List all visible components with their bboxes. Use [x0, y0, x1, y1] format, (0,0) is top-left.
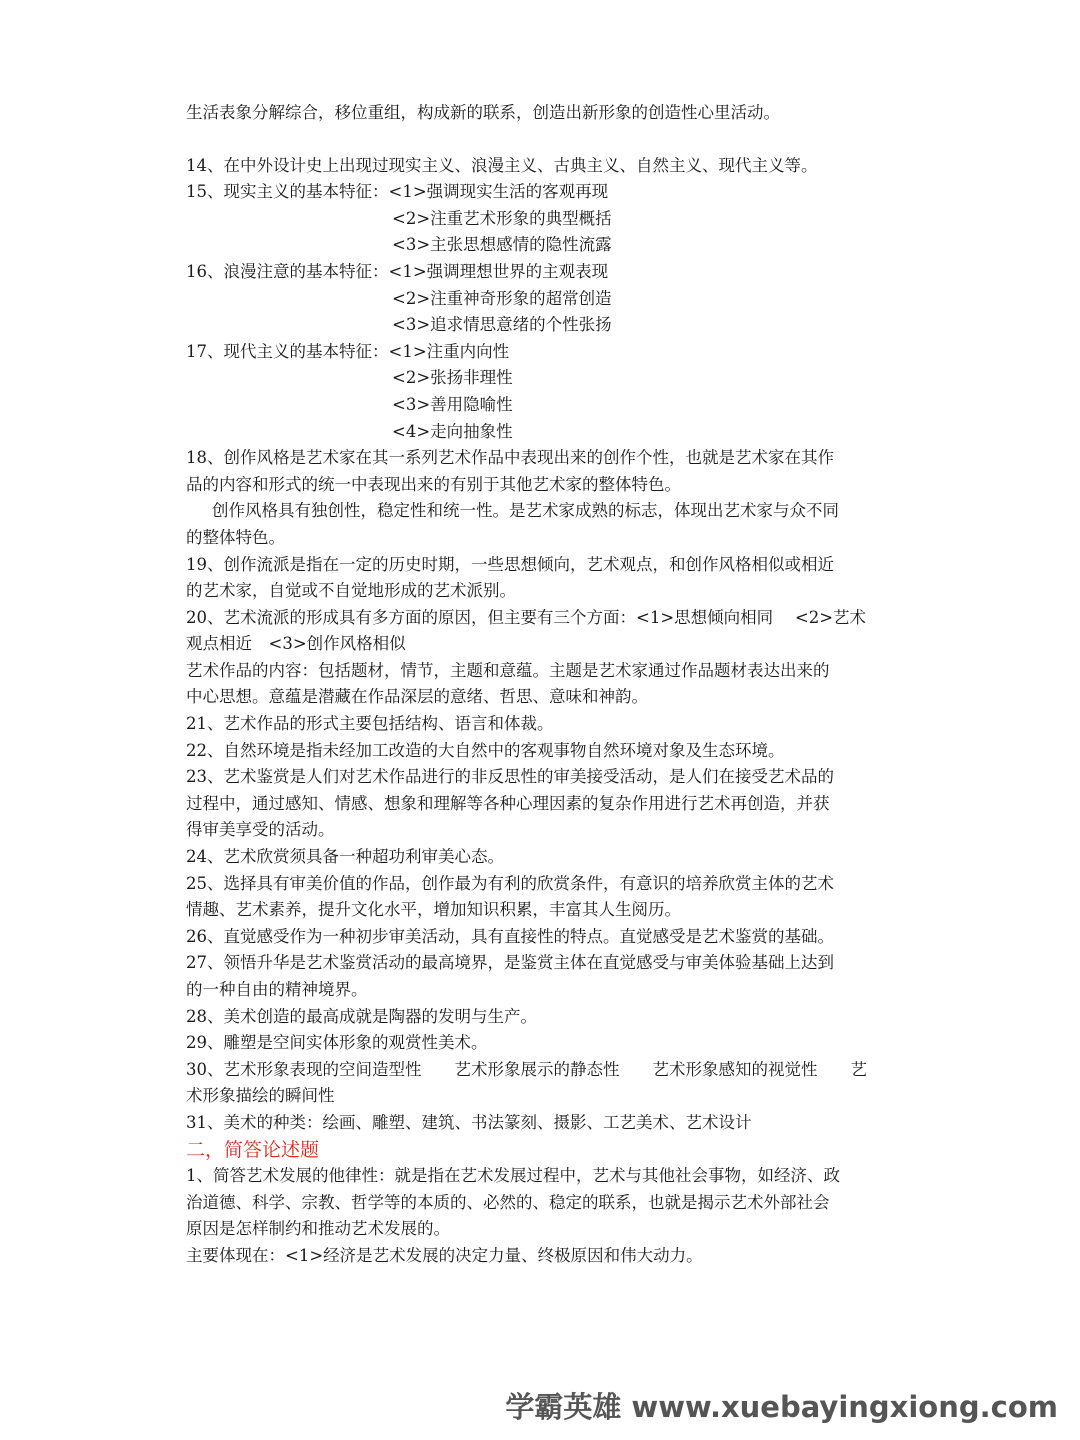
item-20-content: 艺术作品的内容：包括题材，情节，主题和意蕴。主题是艺术家通过作品题材表达出来的 [186, 660, 830, 680]
item-19: 19、创作流派是指在一定的历史时期，一些思想倾向，艺术观点，和创作风格相似或相近 [186, 554, 834, 574]
item-16-sub: <2>注重神奇形象的超常创造 [392, 288, 612, 308]
item-22: 22、自然环境是指未经加工改造的大自然中的客观事物自然环境对象及生态环境。 [186, 740, 785, 760]
item-23: 23、艺术鉴赏是人们对艺术作品进行的非反思性的审美接受活动，是人们在接受艺术品的 [186, 767, 834, 787]
item-21: 21、艺术作品的形式主要包括结构、语言和体裁。 [186, 714, 554, 734]
text-line: 生活表象分解综合，移位重组，构成新的联系，创造出新形象的创造性心里活动。 [186, 103, 780, 122]
item-18: 18、创作风格是艺术家在其一系列艺术作品中表现出来的创作个性，也就是艺术家在其作 [186, 448, 834, 468]
item-27: 27、领悟升华是艺术鉴赏活动的最高境界，是鉴赏主体在直觉感受与审美体验基础上达到 [186, 953, 834, 973]
item-15-sub: <2>注重艺术形象的典型概括 [392, 208, 612, 228]
item-14: 14、在中外设计史上出现过现实主义、浪漫主义、古典主义、自然主义、现代主义等。 [186, 155, 818, 175]
item-30: 30、艺术形象表现的空间造型性 艺术形象展示的静态性 艺术形象感知的视觉性 艺 [186, 1059, 867, 1079]
item-17: 17、现代主义的基本特征：<1>注重内向性 [186, 341, 510, 361]
item-16: 16、浪漫注意的基本特征：<1>强调理想世界的主观表现 [186, 261, 609, 281]
item-27-cont: 的一种自由的精神境界。 [186, 980, 368, 999]
item-17-sub: <3>善用隐喻性 [392, 394, 513, 414]
item-18-cont: 品的内容和形式的统一中表现出来的有别于其他艺术家的整体特色。 [186, 474, 681, 494]
item-15-sub: <3>主张思想感情的隐性流露 [392, 235, 612, 255]
item-25: 25、选择具有审美价值的作品，创作最为有利的欣赏条件，有意识的培养欣赏主体的艺术 [186, 873, 834, 893]
item-20-cont: 观点相近 <3>创作风格相似 [186, 634, 406, 654]
item-29: 29、雕塑是空间实体形象的观赏性美术。 [186, 1033, 488, 1053]
item-23-cont: 过程中，通过感知、情感、想象和理解等各种心理因素的复杂作用进行艺术再创造，并获 [186, 793, 830, 813]
paragraph-gap [186, 127, 898, 153]
item-24: 24、艺术欣赏须具备一种超功利审美心态。 [186, 847, 504, 867]
item-16-sub: <3>追求情思意绪的个性张扬 [392, 315, 612, 335]
item-20-content: 中心思想。意蕴是潜藏在作品深层的意绪、哲思、意味和神韵。 [186, 687, 648, 707]
item-15: 15、现实主义的基本特征：<1>强调现实生活的客观再现 [186, 182, 609, 202]
document-page [186, 100, 898, 1270]
item-26: 26、直觉感受作为一种初步审美活动，具有直接性的特点。直觉感受是艺术鉴赏的基础。 [186, 926, 834, 946]
section-heading: 二，简答论述题 [186, 1138, 320, 1161]
answer-1-cont: 治道德、科学、宗教、哲学等的本质的、必然的、稳定的联系，也就是揭示艺术外部社会 [186, 1192, 830, 1212]
item-23-cont: 得审美享受的活动。 [186, 820, 335, 840]
item-18-para: 创作风格具有独创性，稳定性和统一性。是艺术家成熟的标志，体现出艺术家与众不同 [212, 501, 839, 521]
item-20: 20、艺术流派的形成具有多方面的原因，但主要有三个方面：<1>思想倾向相同 <2>艺术 [186, 607, 867, 627]
item-31: 31、美术的种类：绘画、雕塑、建筑、书法篆刻、摄影、工艺美术、艺术设计 [186, 1112, 752, 1132]
item-19-cont: 的艺术家，自觉或不自觉地形成的艺术派别。 [186, 581, 516, 601]
site-watermark: 学霸英雄 www.xuebayingxiong.com [505, 1390, 1058, 1424]
item-28: 28、美术创造的最高成就是陶器的发明与生产。 [186, 1006, 537, 1026]
item-18-cont: 的整体特色。 [186, 527, 285, 547]
answer-1-cont: 原因是怎样制约和推动艺术发展的。 [186, 1219, 450, 1239]
item-30-cont: 术形象描绘的瞬间性 [186, 1086, 335, 1106]
answer-1-summary: 主要体现在：<1>经济是艺术发展的决定力量、终极原因和伟大动力。 [186, 1245, 703, 1265]
item-17-sub: <2>张扬非理性 [392, 368, 513, 388]
item-25-cont: 情趣、艺术素养，提升文化水平，增加知识积累，丰富其人生阅历。 [186, 900, 681, 920]
answer-1: 1、简答艺术发展的他律性：就是指在艺术发展过程中，艺术与其他社会事物，如经济、政 [186, 1166, 840, 1186]
item-17-sub: <4>走向抽象性 [392, 421, 513, 441]
